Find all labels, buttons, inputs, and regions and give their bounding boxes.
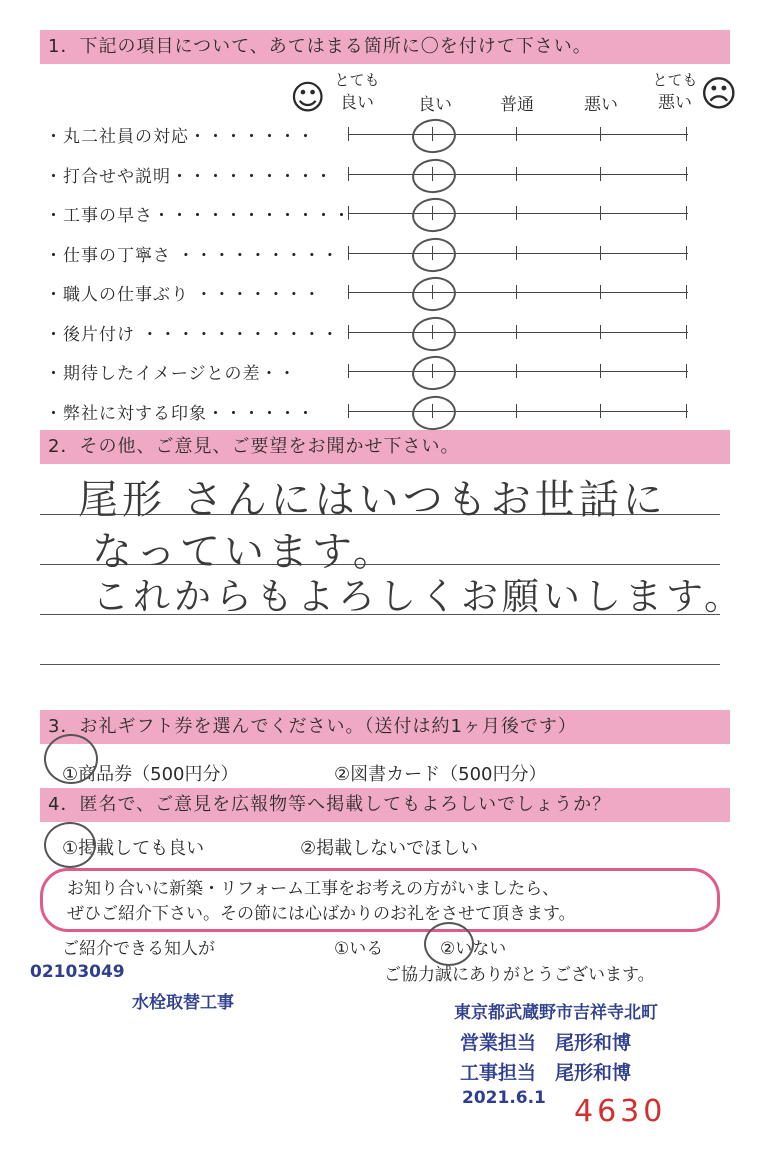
rating-scale-line	[348, 292, 688, 293]
gift-option-book-card[interactable]: ②図書カード（500円分）	[334, 764, 547, 785]
rating-tick[interactable]	[348, 167, 349, 181]
rating-item-label: ・期待したイメージとの差・・	[45, 364, 297, 384]
rating-tick[interactable]	[686, 404, 687, 418]
section-2-header: 2．その他、ご意見、ご要望をお聞かせ下さい。	[40, 430, 730, 464]
selected-circle	[410, 393, 457, 431]
rating-tick[interactable]	[348, 285, 349, 299]
rating-tick[interactable]	[516, 206, 517, 220]
selected-circle	[44, 822, 96, 868]
rating-tick[interactable]	[516, 246, 517, 260]
rating-tick[interactable]	[348, 246, 349, 260]
rating-tick[interactable]	[516, 404, 517, 418]
rating-tick[interactable]	[348, 364, 349, 378]
publish-option-deny[interactable]: ②掲載しないでほしい	[300, 838, 479, 859]
section-1-header: 1．下記の項目について、あてはまる箇所に〇を付けて下さい。	[40, 30, 730, 64]
rating-tick[interactable]	[600, 167, 601, 181]
rating-item-label: ・後片付け ・・・・・・・・・・・	[45, 324, 340, 345]
rating-scale-line	[348, 371, 688, 372]
section-3-header: 3．お礼ギフト券を選んでください。（送付は約1ヶ月後です）	[40, 710, 730, 744]
publish-option-allow[interactable]: ①掲載しても良い	[62, 838, 205, 859]
rating-tick[interactable]	[348, 206, 349, 220]
referral-text-2: ぜひご紹介下さい。その節には心ばかりのお礼をさせて頂きます。	[67, 904, 576, 924]
selected-circle	[410, 235, 457, 273]
rating-scale-line	[348, 213, 688, 214]
company-address: 東京都武蔵野市吉祥寺北町	[454, 1003, 658, 1023]
handwritten-number: 4630	[574, 1094, 667, 1129]
rating-tick[interactable]	[516, 285, 517, 299]
referral-box	[40, 868, 720, 932]
gift-option-product-voucher[interactable]: ①商品券（500円分）	[62, 764, 239, 785]
rating-tick[interactable]	[600, 246, 601, 260]
scale-good: 良い	[418, 95, 452, 115]
rating-tick[interactable]	[516, 364, 517, 378]
rating-tick[interactable]	[348, 325, 349, 339]
comment-rule	[40, 664, 720, 665]
rating-tick[interactable]	[516, 325, 517, 339]
selected-circle	[410, 117, 457, 155]
rating-tick[interactable]	[516, 167, 517, 181]
rating-tick[interactable]	[686, 246, 687, 260]
rating-tick[interactable]	[600, 404, 601, 418]
selected-circle	[410, 314, 457, 352]
rating-tick[interactable]	[686, 127, 687, 141]
rating-tick[interactable]	[600, 206, 601, 220]
section-4-header: 4．匿名で、ご意見を広報物等へ掲載してもよろしいでしょうか？	[40, 788, 730, 822]
selected-circle	[410, 275, 457, 313]
rating-tick[interactable]	[516, 127, 517, 141]
customer-code: 02103049	[30, 962, 125, 982]
rating-item-label: ・丸二社員の対応・・・・・・・	[45, 127, 315, 147]
selected-circle	[44, 734, 98, 784]
selected-circle	[410, 156, 457, 194]
rating-scale-line	[348, 253, 688, 254]
referral-option-yes[interactable]: ①いる	[334, 939, 384, 959]
rating-scale-line	[348, 411, 688, 412]
rating-item-label: ・打合せや説明・・・・・・・・・	[45, 166, 333, 187]
work-type: 水栓取替工事	[132, 993, 234, 1013]
construction-rep: 工事担当 尾形和博	[460, 1062, 632, 1084]
scale-very-good: とても 良い	[334, 71, 380, 113]
selected-circle	[410, 196, 457, 234]
sad-face-icon: ☹	[700, 74, 738, 115]
comment-line-3: これからもよろしくお願いします。	[92, 575, 746, 618]
comment-line-1: 尾形 さんにはいつもお世話に	[78, 477, 667, 523]
rating-item-label: ・仕事の丁寧さ ・・・・・・・・・	[45, 245, 340, 266]
referral-option-no[interactable]: ②いない	[440, 939, 507, 959]
rating-tick[interactable]	[348, 404, 349, 418]
rating-tick[interactable]	[686, 364, 687, 378]
happy-face-icon: ☺	[290, 78, 326, 118]
sales-rep: 営業担当 尾形和博	[460, 1032, 632, 1054]
rating-tick[interactable]	[600, 127, 601, 141]
referral-text-1: お知り合いに新築・リフォーム工事をお考えの方がいましたら、	[67, 879, 560, 899]
thanks-text: ご協力誠にありがとうございます。	[384, 965, 655, 985]
rating-tick[interactable]	[686, 325, 687, 339]
rating-tick[interactable]	[600, 364, 601, 378]
rating-tick[interactable]	[686, 285, 687, 299]
selected-circle	[410, 354, 457, 392]
rating-tick[interactable]	[600, 325, 601, 339]
rating-tick[interactable]	[686, 167, 687, 181]
rating-tick[interactable]	[348, 127, 349, 141]
scale-average: 普通	[500, 95, 534, 115]
survey-date: 2021.6.1	[462, 1088, 546, 1108]
rating-item-label: ・弊社に対する印象・・・・・・	[45, 403, 315, 424]
rating-item-label: ・職人の仕事ぶり ・・・・・・・	[45, 285, 322, 305]
comment-line-2: なっています。	[92, 529, 397, 575]
referral-question: ご紹介できる知人が	[62, 939, 215, 959]
rating-tick[interactable]	[600, 285, 601, 299]
scale-bad: 悪い	[584, 95, 618, 115]
rating-item-label: ・工事の早さ・・・・・・・・・・・	[45, 206, 351, 226]
rating-scale-line	[348, 174, 688, 175]
rating-scale-line	[348, 134, 688, 135]
scale-very-bad: とても 悪い	[652, 71, 698, 113]
rating-tick[interactable]	[686, 206, 687, 220]
rating-scale-line	[348, 332, 688, 333]
